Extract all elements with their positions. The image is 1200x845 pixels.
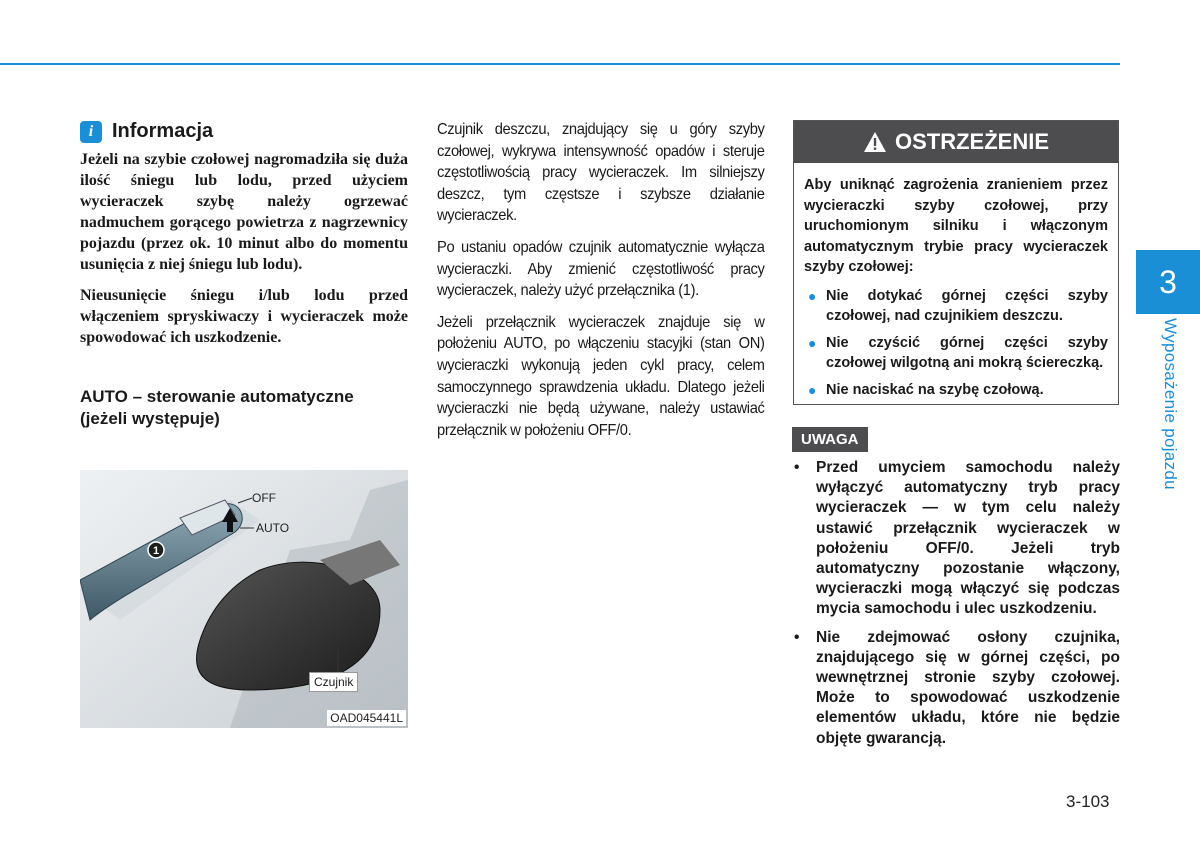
info-paragraph: Jeżeli na szybie czołowej nagromadziła się duża ilość śniegu lub lodu, przed użyciem wycieraczek szybę należy ogrzewać nadmuchem gorącego powietrza z nagrzewnicy pojazdu (przez ok. 10 minut albo do momentu usunięcia z niej śniegu lub lodu). xyxy=(80,151,408,273)
warning-box xyxy=(793,120,1119,405)
warning-item-text: Nie dotykać górnej części szyby czołowej, nad czujnikiem deszczu. xyxy=(826,287,1108,324)
figure-label-auto: AUTO xyxy=(256,521,290,535)
notice-item-text: Nie zdejmować osłony czujnika, znajdującego się w górnej części, po wewnętrznej stronie szyby czołowej. Może to spowodować uszkodzenie elementów układu, które nie będzie objęte gwarancją. xyxy=(816,628,1120,747)
info-heading xyxy=(80,120,408,143)
warning-item-text: Nie czyścić górnej części szyby czołowej wilgotną ani mokrą ściereczką. xyxy=(826,334,1108,371)
notice-list xyxy=(792,458,1120,757)
chapter-title: Wyposażenie pojazdu xyxy=(1161,318,1180,490)
notice-badge: UWAGA xyxy=(792,427,868,452)
warning-header xyxy=(794,121,1118,163)
chapter-tab: 3 xyxy=(1136,250,1200,314)
warning-item xyxy=(804,286,1108,327)
middle-column xyxy=(437,119,765,451)
bullet-icon: ● xyxy=(808,381,817,398)
warning-item xyxy=(804,333,1108,374)
body-paragraph: Jeżeli przełącznik wycieraczek znajduje się w położeniu AUTO, po włączeniu stacyjki (stan ON) wycieraczki wykonują jeden cykl pracy, celem samoczynnego sprawdzenia układu. Dlatego jeżeli wycieraczki nie będą używane, należy ustawiać przełącznik w położeniu OFF/0. xyxy=(437,313,765,439)
warning-item xyxy=(804,380,1108,401)
left-column xyxy=(80,120,408,430)
section-heading-line: (jeżeli występuje) xyxy=(80,409,220,428)
section-heading xyxy=(80,386,408,430)
notice-item-text: Przed umyciem samochodu należy wyłączyć automatyczny tryb pracy wycieraczek — w tym celu należy ustawić przełącznik wycieraczek w położeniu OFF/0. Jeżeli tryb automatyczny pozostanie włączony, wycieraczki mogą włączyć się podczas mycia samochodu i ulec uszkodzeniu. xyxy=(816,459,1120,618)
figure-code: OAD045441L xyxy=(327,710,406,726)
figure-label-sensor: Czujnik xyxy=(309,672,358,692)
wiper-sensor-figure xyxy=(80,470,408,728)
warning-list xyxy=(804,286,1108,401)
wiper-sensor-illustration xyxy=(80,470,408,728)
page-number: 3-103 xyxy=(1066,792,1110,811)
bullet-icon: • xyxy=(794,628,800,646)
header-rule xyxy=(0,63,1120,65)
warning-triangle-icon xyxy=(863,131,887,153)
notice-item xyxy=(792,628,1120,749)
warning-body xyxy=(794,163,1118,400)
info-paragraph: Nieusunięcie śniegu i/lub lodu przed włączeniem spryskiwaczy i wycieraczek może spowodować ich uszkodzenie. xyxy=(80,287,408,346)
section-heading-line: AUTO – sterowanie automatyczne xyxy=(80,387,354,406)
switch-callout-number: 1 xyxy=(152,545,160,557)
bullet-icon: ● xyxy=(808,287,817,304)
figure-label-off: OFF xyxy=(252,491,276,505)
warning-title: OSTRZEŻENIE xyxy=(894,129,1049,154)
warning-item-text: Nie naciskać na szybę czołową. xyxy=(826,381,1044,398)
bullet-icon: ● xyxy=(808,334,817,351)
body-paragraph: Czujnik deszczu, znajdujący się u góry szyby czołowej, wykrywa intensywność opadów i steruje częstotliwością pracy wycieraczek. Im silniejszy deszcz, tym częstsze i szybsze działanie wycieraczek. xyxy=(437,121,765,225)
notice-item xyxy=(792,458,1120,620)
info-title: Informacja xyxy=(112,120,214,142)
info-icon: i xyxy=(80,121,102,143)
bullet-icon: • xyxy=(794,459,800,476)
body-paragraph: Po ustaniu opadów czujnik automatycznie wyłącza wycieraczki. Aby zmienić częstotliwość pracy wycieraczek, należy użyć przełącznika (1). xyxy=(437,238,765,300)
warning-intro: Aby uniknąć zagrożenia zranieniem przez wycieraczki szyby czołowej, przy uruchomionym silniku i włączonym automatycznym trybie pracy wycieraczek szyby czołowej: xyxy=(804,177,1108,275)
